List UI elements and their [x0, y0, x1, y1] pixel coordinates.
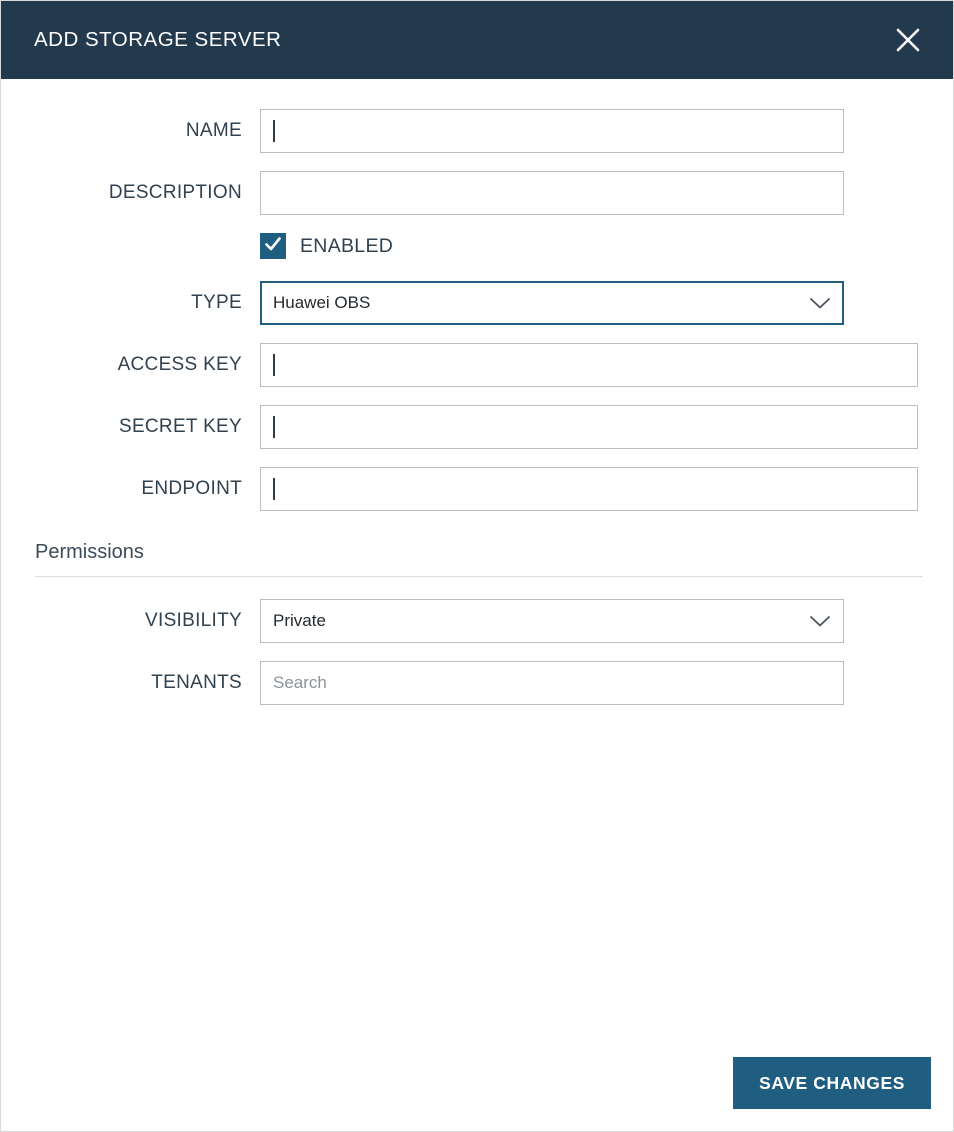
chevron-down-icon — [809, 296, 831, 310]
form-row-endpoint — [35, 467, 919, 511]
enabled-checkbox-row[interactable] — [260, 233, 919, 259]
description-input[interactable] — [260, 171, 844, 215]
description-label: DESCRIPTION — [108, 182, 242, 203]
form-row-type — [35, 281, 919, 325]
secret-key-input[interactable] — [260, 405, 918, 449]
dialog-header — [1, 1, 953, 79]
form-row-description — [35, 171, 919, 215]
close-button[interactable] — [889, 21, 927, 59]
text-caret — [273, 120, 275, 142]
access-key-input[interactable] — [260, 343, 918, 387]
form-row-tenants — [35, 661, 919, 705]
endpoint-input[interactable] — [260, 467, 918, 511]
form-row-secret-key — [35, 405, 919, 449]
form-row-access-key — [35, 343, 919, 387]
tenants-label: TENANTS — [151, 672, 242, 693]
form-row-name — [35, 109, 919, 153]
close-icon — [895, 27, 921, 53]
type-select[interactable] — [260, 281, 844, 325]
visibility-label: VISIBILITY — [145, 610, 242, 631]
permissions-section — [35, 541, 919, 577]
enabled-checkbox[interactable] — [260, 233, 286, 259]
dialog-body — [1, 79, 953, 1057]
name-label: NAME — [185, 120, 242, 141]
secret-key-label: SECRET KEY — [118, 416, 242, 437]
type-label: TYPE — [191, 292, 242, 313]
visibility-value: Private — [273, 611, 326, 630]
form-row-visibility — [35, 599, 919, 643]
chevron-down-icon — [809, 614, 831, 628]
text-caret — [273, 354, 275, 376]
text-caret — [273, 478, 275, 500]
name-input[interactable] — [260, 109, 844, 153]
type-value: Huawei OBS — [273, 293, 371, 312]
enabled-label: ENABLED — [300, 234, 394, 257]
check-icon — [264, 235, 282, 258]
endpoint-label: ENDPOINT — [141, 478, 242, 499]
section-divider — [35, 576, 923, 577]
text-caret — [273, 416, 275, 438]
access-key-label: ACCESS KEY — [117, 354, 242, 375]
tenants-search-input[interactable] — [260, 661, 844, 705]
dialog-footer — [1, 1057, 953, 1131]
visibility-select[interactable] — [260, 599, 844, 643]
dialog-title: ADD STORAGE SERVER — [34, 28, 282, 51]
tenants-placeholder: Search — [273, 673, 327, 692]
save-changes-button[interactable]: SAVE CHANGES — [733, 1057, 931, 1109]
permissions-heading: Permissions — [35, 541, 144, 563]
